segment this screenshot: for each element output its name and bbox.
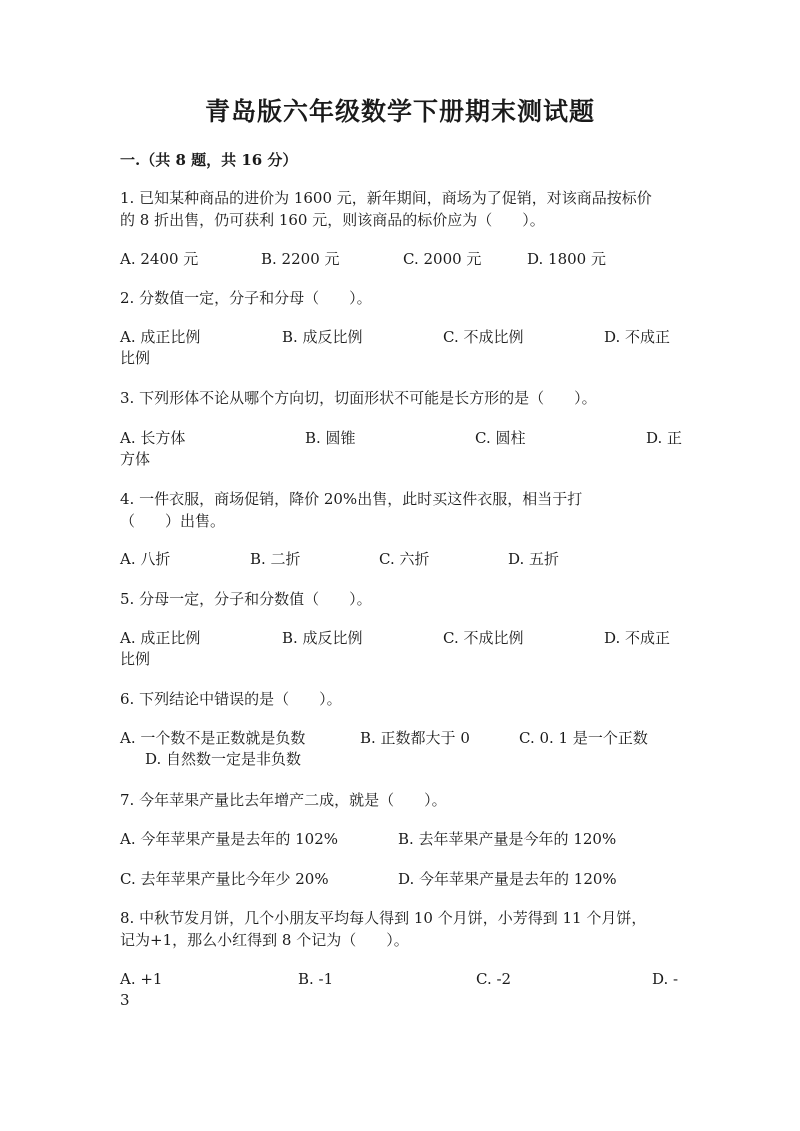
question-6-option-a: A. 一个数不是正数就是负数	[120, 729, 306, 747]
question-7-option-b: B. 去年苹果产量是今年的 120%	[398, 830, 617, 848]
question-3-option-a: A. 长方体	[120, 429, 186, 447]
question-1-option-d: D. 1800 元	[527, 250, 606, 268]
question-3-option-d-wrap: 方体	[120, 450, 151, 468]
question-7-option-a: A. 今年苹果产量是去年的 102%	[120, 830, 339, 848]
page-title: 青岛版六年级数学下册期末测试题	[204, 97, 595, 126]
question-4-option-b: B. 二折	[250, 550, 301, 568]
question-5-line-1: 5. 分母一定，分子和分数值（ ）。	[120, 590, 372, 608]
question-2-line-1: 2. 分数值一定，分子和分母（ ）。	[120, 289, 372, 307]
question-4-option-a: A. 八折	[120, 550, 171, 568]
question-4-option-c: C. 六折	[379, 550, 430, 568]
question-4-option-d: D. 五折	[508, 550, 560, 568]
question-7-line-1: 7. 今年苹果产量比去年增产二成，就是（ ）。	[120, 791, 447, 809]
question-2-option-c: C. 不成比例	[443, 328, 524, 346]
question-5-option-d: D. 不成正	[604, 629, 671, 647]
question-8-option-c: C. -2	[476, 970, 512, 988]
question-4-line-1: 4. 一件衣服，商场促销，降价 20%出售，此时买这件衣服，相当于打	[120, 490, 583, 508]
question-5-option-d-wrap: 比例	[120, 650, 151, 668]
question-1-line-1: 1. 已知某种商品的进价为 1600 元，新年期间，商场为了促销，对该商品按标价	[120, 189, 652, 207]
question-5-option-c: C. 不成比例	[443, 629, 524, 647]
question-1-option-a: A. 2400 元	[120, 250, 199, 268]
question-1-line-2: 的 8 折出售，仍可获利 160 元，则该商品的标价应为（ ）。	[120, 211, 545, 229]
question-2-option-d-wrap: 比例	[120, 349, 151, 367]
question-2-option-a: A. 成正比例	[120, 328, 201, 346]
question-4-line-2: （ ）出售。	[120, 512, 226, 530]
question-5-option-a: A. 成正比例	[120, 629, 201, 647]
question-1-option-b: B. 2200 元	[261, 250, 340, 268]
question-6-option-d: D. 自然数一定是非负数	[145, 750, 302, 768]
question-8-line-2: 记为+1，那么小红得到 8 个记为（ ）。	[120, 931, 409, 949]
question-8-option-d-wrap: 3	[120, 991, 130, 1009]
question-6-option-c: C. 0. 1 是一个正数	[519, 729, 648, 747]
question-8-option-b: B. -1	[298, 970, 334, 988]
question-3-option-c: C. 圆柱	[475, 429, 526, 447]
question-6-option-b: B. 正数都大于 0	[360, 729, 470, 747]
question-3-line-1: 3. 下列形体不论从哪个方向切，切面形状不可能是长方形的是（ ）。	[120, 389, 597, 407]
question-6-line-1: 6. 下列结论中错误的是（ ）。	[120, 690, 342, 708]
question-2-option-d: D. 不成正	[604, 328, 671, 346]
question-8-option-a: A. +1	[120, 970, 163, 988]
section-heading: 一.（共 8 题，共 16 分）	[120, 151, 298, 169]
question-5-option-b: B. 成反比例	[282, 629, 363, 647]
question-3-option-d: D. 正	[646, 429, 683, 447]
question-2-option-b: B. 成反比例	[282, 328, 363, 346]
question-1-option-c: C. 2000 元	[403, 250, 482, 268]
question-3-option-b: B. 圆锥	[305, 429, 356, 447]
question-7-option-c: C. 去年苹果产量比今年少 20%	[120, 870, 329, 888]
question-8-line-1: 8. 中秋节发月饼，几个小朋友平均每人得到 10 个月饼，小芳得到 11 个月饼，	[120, 909, 647, 927]
question-7-option-d: D. 今年苹果产量是去年的 120%	[398, 870, 617, 888]
question-8-option-d: D. -	[652, 970, 679, 988]
